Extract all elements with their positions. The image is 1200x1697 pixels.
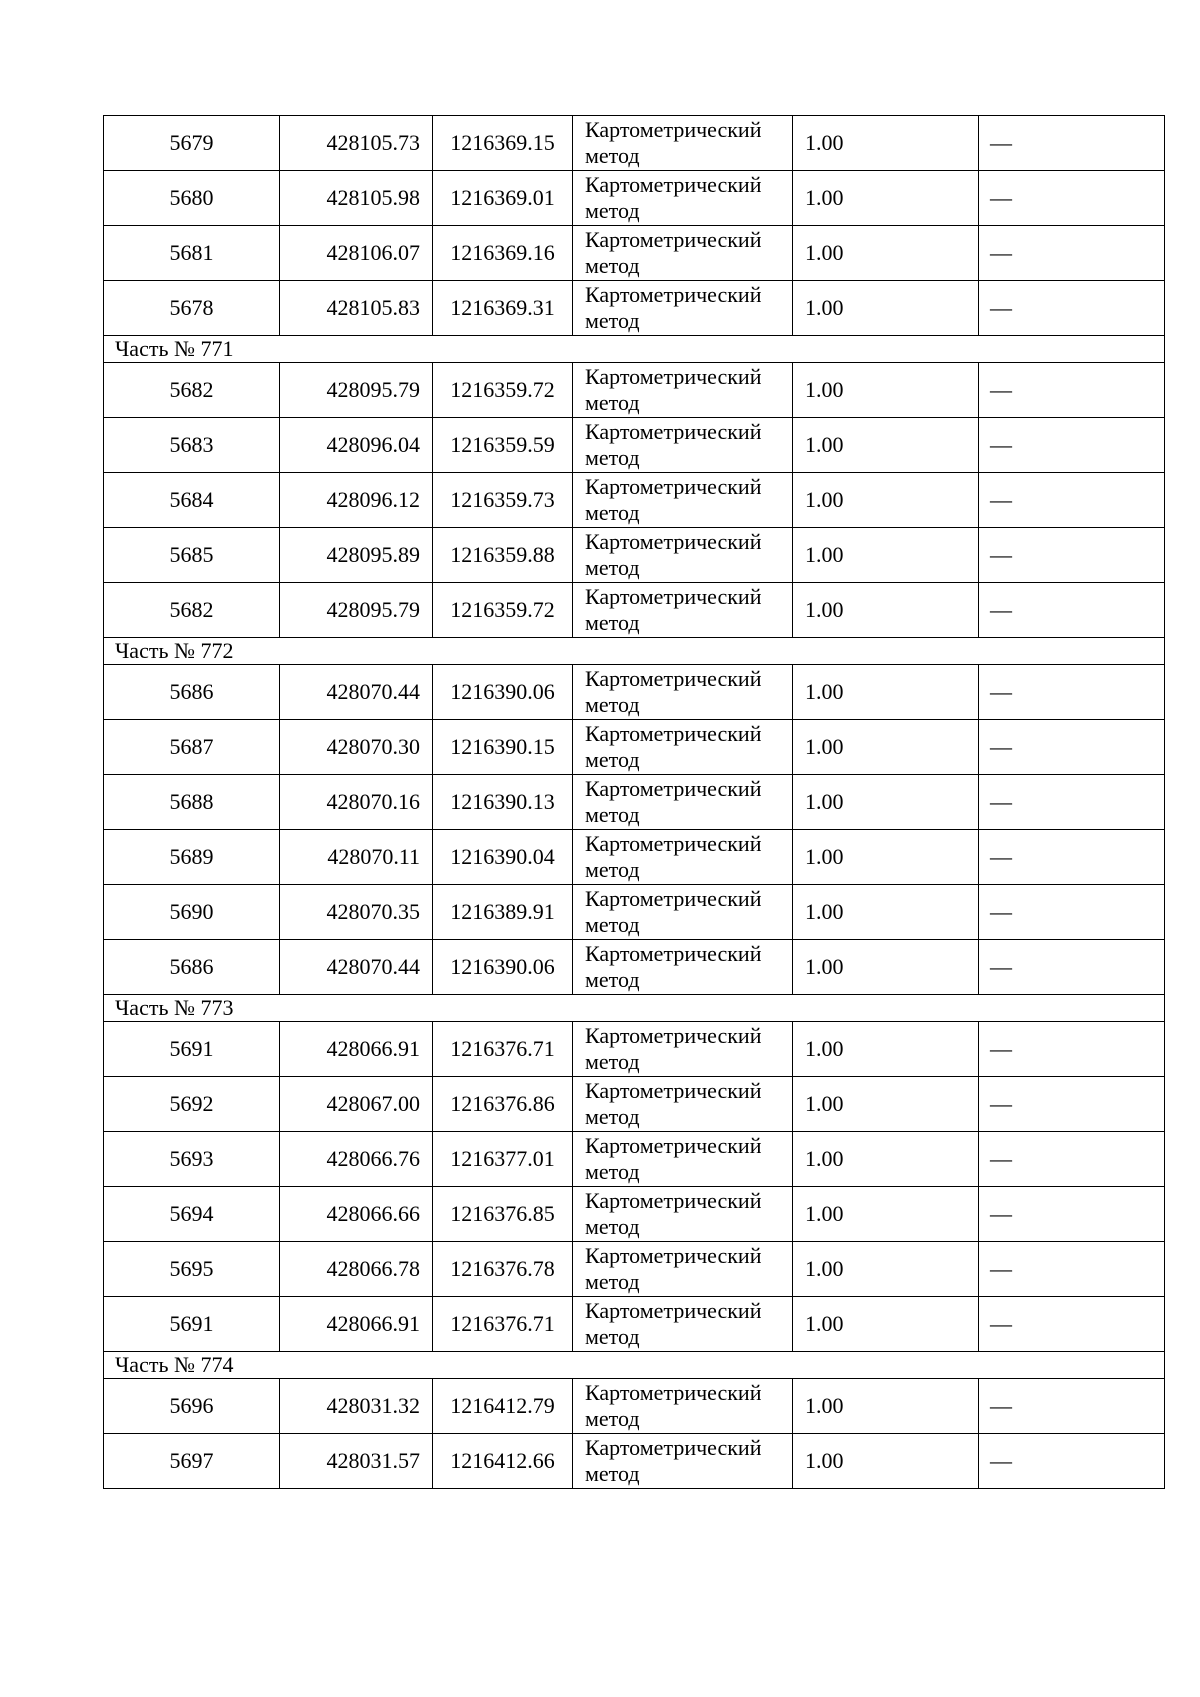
note-cell: —: [979, 363, 1165, 418]
y-coordinate-cell: 1216369.31: [433, 281, 573, 336]
y-coordinate-cell: 1216376.71: [433, 1022, 573, 1077]
method-cell: Картометрический метод: [573, 885, 793, 940]
y-coordinate-cell: 1216359.88: [433, 528, 573, 583]
method-cell: Картометрический метод: [573, 830, 793, 885]
y-coordinate-cell: 1216390.04: [433, 830, 573, 885]
accuracy-cell: 1.00: [793, 116, 979, 171]
table-row: [104, 583, 1165, 638]
method-cell: Картометрический метод: [573, 1434, 793, 1489]
note-cell: —: [979, 418, 1165, 473]
note-cell: —: [979, 171, 1165, 226]
x-coordinate-cell: 428066.66: [280, 1187, 433, 1242]
x-coordinate-cell: 428066.91: [280, 1022, 433, 1077]
method-cell: Картометрический метод: [573, 363, 793, 418]
point-number-cell: 5687: [104, 720, 280, 775]
accuracy-cell: 1.00: [793, 885, 979, 940]
point-number-cell: 5680: [104, 171, 280, 226]
point-number-cell: 5681: [104, 226, 280, 281]
method-cell: Картометрический метод: [573, 226, 793, 281]
part-header-row: [104, 336, 1165, 363]
note-cell: —: [979, 116, 1165, 171]
point-number-cell: 5693: [104, 1132, 280, 1187]
part-header-row: [104, 1352, 1165, 1379]
accuracy-cell: 1.00: [793, 583, 979, 638]
part-header-row: [104, 638, 1165, 665]
note-cell: —: [979, 1297, 1165, 1352]
point-number-cell: 5679: [104, 116, 280, 171]
table-row: [104, 1077, 1165, 1132]
point-number-cell: 5678: [104, 281, 280, 336]
point-number-cell: 5692: [104, 1077, 280, 1132]
x-coordinate-cell: 428105.98: [280, 171, 433, 226]
table-row: [104, 830, 1165, 885]
note-cell: —: [979, 885, 1165, 940]
method-cell: Картометрический метод: [573, 528, 793, 583]
x-coordinate-cell: 428095.79: [280, 363, 433, 418]
x-coordinate-cell: 428095.79: [280, 583, 433, 638]
table-row: [104, 940, 1165, 995]
accuracy-cell: 1.00: [793, 363, 979, 418]
y-coordinate-cell: 1216390.13: [433, 775, 573, 830]
table-row: [104, 1187, 1165, 1242]
x-coordinate-cell: 428105.83: [280, 281, 433, 336]
y-coordinate-cell: 1216412.79: [433, 1379, 573, 1434]
note-cell: —: [979, 281, 1165, 336]
note-cell: —: [979, 940, 1165, 995]
y-coordinate-cell: 1216376.78: [433, 1242, 573, 1297]
method-cell: Картометрический метод: [573, 1022, 793, 1077]
accuracy-cell: 1.00: [793, 940, 979, 995]
method-cell: Картометрический метод: [573, 720, 793, 775]
accuracy-cell: 1.00: [793, 226, 979, 281]
accuracy-cell: 1.00: [793, 830, 979, 885]
point-number-cell: 5682: [104, 583, 280, 638]
note-cell: —: [979, 1077, 1165, 1132]
table-row: [104, 363, 1165, 418]
method-cell: Картометрический метод: [573, 418, 793, 473]
x-coordinate-cell: 428096.04: [280, 418, 433, 473]
method-cell: Картометрический метод: [573, 1132, 793, 1187]
point-number-cell: 5684: [104, 473, 280, 528]
accuracy-cell: 1.00: [793, 1434, 979, 1489]
point-number-cell: 5691: [104, 1297, 280, 1352]
point-number-cell: 5683: [104, 418, 280, 473]
x-coordinate-cell: 428066.91: [280, 1297, 433, 1352]
x-coordinate-cell: 428070.44: [280, 665, 433, 720]
accuracy-cell: 1.00: [793, 1242, 979, 1297]
x-coordinate-cell: 428106.07: [280, 226, 433, 281]
x-coordinate-cell: 428066.78: [280, 1242, 433, 1297]
part-label: Часть № 774: [104, 1352, 1165, 1379]
y-coordinate-cell: 1216390.06: [433, 665, 573, 720]
accuracy-cell: 1.00: [793, 720, 979, 775]
x-coordinate-cell: 428096.12: [280, 473, 433, 528]
method-cell: Картометрический метод: [573, 775, 793, 830]
y-coordinate-cell: 1216390.15: [433, 720, 573, 775]
method-cell: Картометрический метод: [573, 583, 793, 638]
method-cell: Картометрический метод: [573, 1077, 793, 1132]
x-coordinate-cell: 428070.16: [280, 775, 433, 830]
method-cell: Картометрический метод: [573, 940, 793, 995]
accuracy-cell: 1.00: [793, 1379, 979, 1434]
method-cell: Картометрический метод: [573, 116, 793, 171]
y-coordinate-cell: 1216359.72: [433, 363, 573, 418]
accuracy-cell: 1.00: [793, 418, 979, 473]
accuracy-cell: 1.00: [793, 1132, 979, 1187]
part-label: Часть № 773: [104, 995, 1165, 1022]
x-coordinate-cell: 428066.76: [280, 1132, 433, 1187]
x-coordinate-cell: 428070.35: [280, 885, 433, 940]
y-coordinate-cell: 1216376.71: [433, 1297, 573, 1352]
point-number-cell: 5695: [104, 1242, 280, 1297]
y-coordinate-cell: 1216390.06: [433, 940, 573, 995]
note-cell: —: [979, 1132, 1165, 1187]
method-cell: Картометрический метод: [573, 1242, 793, 1297]
table-row: [104, 1434, 1165, 1489]
accuracy-cell: 1.00: [793, 1077, 979, 1132]
method-cell: Картометрический метод: [573, 665, 793, 720]
note-cell: —: [979, 720, 1165, 775]
table-row: [104, 1022, 1165, 1077]
y-coordinate-cell: 1216376.86: [433, 1077, 573, 1132]
method-cell: Картометрический метод: [573, 281, 793, 336]
point-number-cell: 5689: [104, 830, 280, 885]
accuracy-cell: 1.00: [793, 1187, 979, 1242]
y-coordinate-cell: 1216389.91: [433, 885, 573, 940]
table-row: [104, 1379, 1165, 1434]
method-cell: Картометрический метод: [573, 1379, 793, 1434]
note-cell: —: [979, 583, 1165, 638]
method-cell: Картометрический метод: [573, 473, 793, 528]
accuracy-cell: 1.00: [793, 1297, 979, 1352]
accuracy-cell: 1.00: [793, 1022, 979, 1077]
table-row: [104, 226, 1165, 281]
part-label: Часть № 772: [104, 638, 1165, 665]
y-coordinate-cell: 1216412.66: [433, 1434, 573, 1489]
point-number-cell: 5685: [104, 528, 280, 583]
y-coordinate-cell: 1216376.85: [433, 1187, 573, 1242]
table-row: [104, 418, 1165, 473]
note-cell: —: [979, 665, 1165, 720]
table-row: [104, 528, 1165, 583]
note-cell: —: [979, 1022, 1165, 1077]
x-coordinate-cell: 428031.32: [280, 1379, 433, 1434]
accuracy-cell: 1.00: [793, 171, 979, 226]
note-cell: —: [979, 830, 1165, 885]
note-cell: —: [979, 528, 1165, 583]
point-number-cell: 5697: [104, 1434, 280, 1489]
y-coordinate-cell: 1216359.72: [433, 583, 573, 638]
note-cell: —: [979, 226, 1165, 281]
coordinates-table: [103, 115, 1165, 1489]
x-coordinate-cell: 428095.89: [280, 528, 433, 583]
accuracy-cell: 1.00: [793, 775, 979, 830]
y-coordinate-cell: 1216369.15: [433, 116, 573, 171]
x-coordinate-cell: 428105.73: [280, 116, 433, 171]
table-row: [104, 885, 1165, 940]
x-coordinate-cell: 428067.00: [280, 1077, 433, 1132]
method-cell: Картометрический метод: [573, 1297, 793, 1352]
table-row: [104, 116, 1165, 171]
x-coordinate-cell: 428070.44: [280, 940, 433, 995]
table-row: [104, 1242, 1165, 1297]
note-cell: —: [979, 1434, 1165, 1489]
table-row: [104, 1297, 1165, 1352]
point-number-cell: 5696: [104, 1379, 280, 1434]
x-coordinate-cell: 428031.57: [280, 1434, 433, 1489]
note-cell: —: [979, 775, 1165, 830]
note-cell: —: [979, 1187, 1165, 1242]
table-row: [104, 720, 1165, 775]
accuracy-cell: 1.00: [793, 473, 979, 528]
y-coordinate-cell: 1216369.16: [433, 226, 573, 281]
point-number-cell: 5686: [104, 665, 280, 720]
table-row: [104, 775, 1165, 830]
table-row: [104, 281, 1165, 336]
part-label: Часть № 771: [104, 336, 1165, 363]
table-row: [104, 665, 1165, 720]
point-number-cell: 5694: [104, 1187, 280, 1242]
x-coordinate-cell: 428070.30: [280, 720, 433, 775]
x-coordinate-cell: 428070.11: [280, 830, 433, 885]
point-number-cell: 5682: [104, 363, 280, 418]
coordinates-table-body: [104, 116, 1165, 1489]
point-number-cell: 5691: [104, 1022, 280, 1077]
y-coordinate-cell: 1216359.59: [433, 418, 573, 473]
table-row: [104, 1132, 1165, 1187]
point-number-cell: 5688: [104, 775, 280, 830]
accuracy-cell: 1.00: [793, 281, 979, 336]
method-cell: Картометрический метод: [573, 1187, 793, 1242]
table-row: [104, 473, 1165, 528]
y-coordinate-cell: 1216377.01: [433, 1132, 573, 1187]
y-coordinate-cell: 1216359.73: [433, 473, 573, 528]
note-cell: —: [979, 473, 1165, 528]
note-cell: —: [979, 1242, 1165, 1297]
method-cell: Картометрический метод: [573, 171, 793, 226]
part-header-row: [104, 995, 1165, 1022]
point-number-cell: 5690: [104, 885, 280, 940]
table-row: [104, 171, 1165, 226]
point-number-cell: 5686: [104, 940, 280, 995]
y-coordinate-cell: 1216369.01: [433, 171, 573, 226]
note-cell: —: [979, 1379, 1165, 1434]
accuracy-cell: 1.00: [793, 665, 979, 720]
accuracy-cell: 1.00: [793, 528, 979, 583]
